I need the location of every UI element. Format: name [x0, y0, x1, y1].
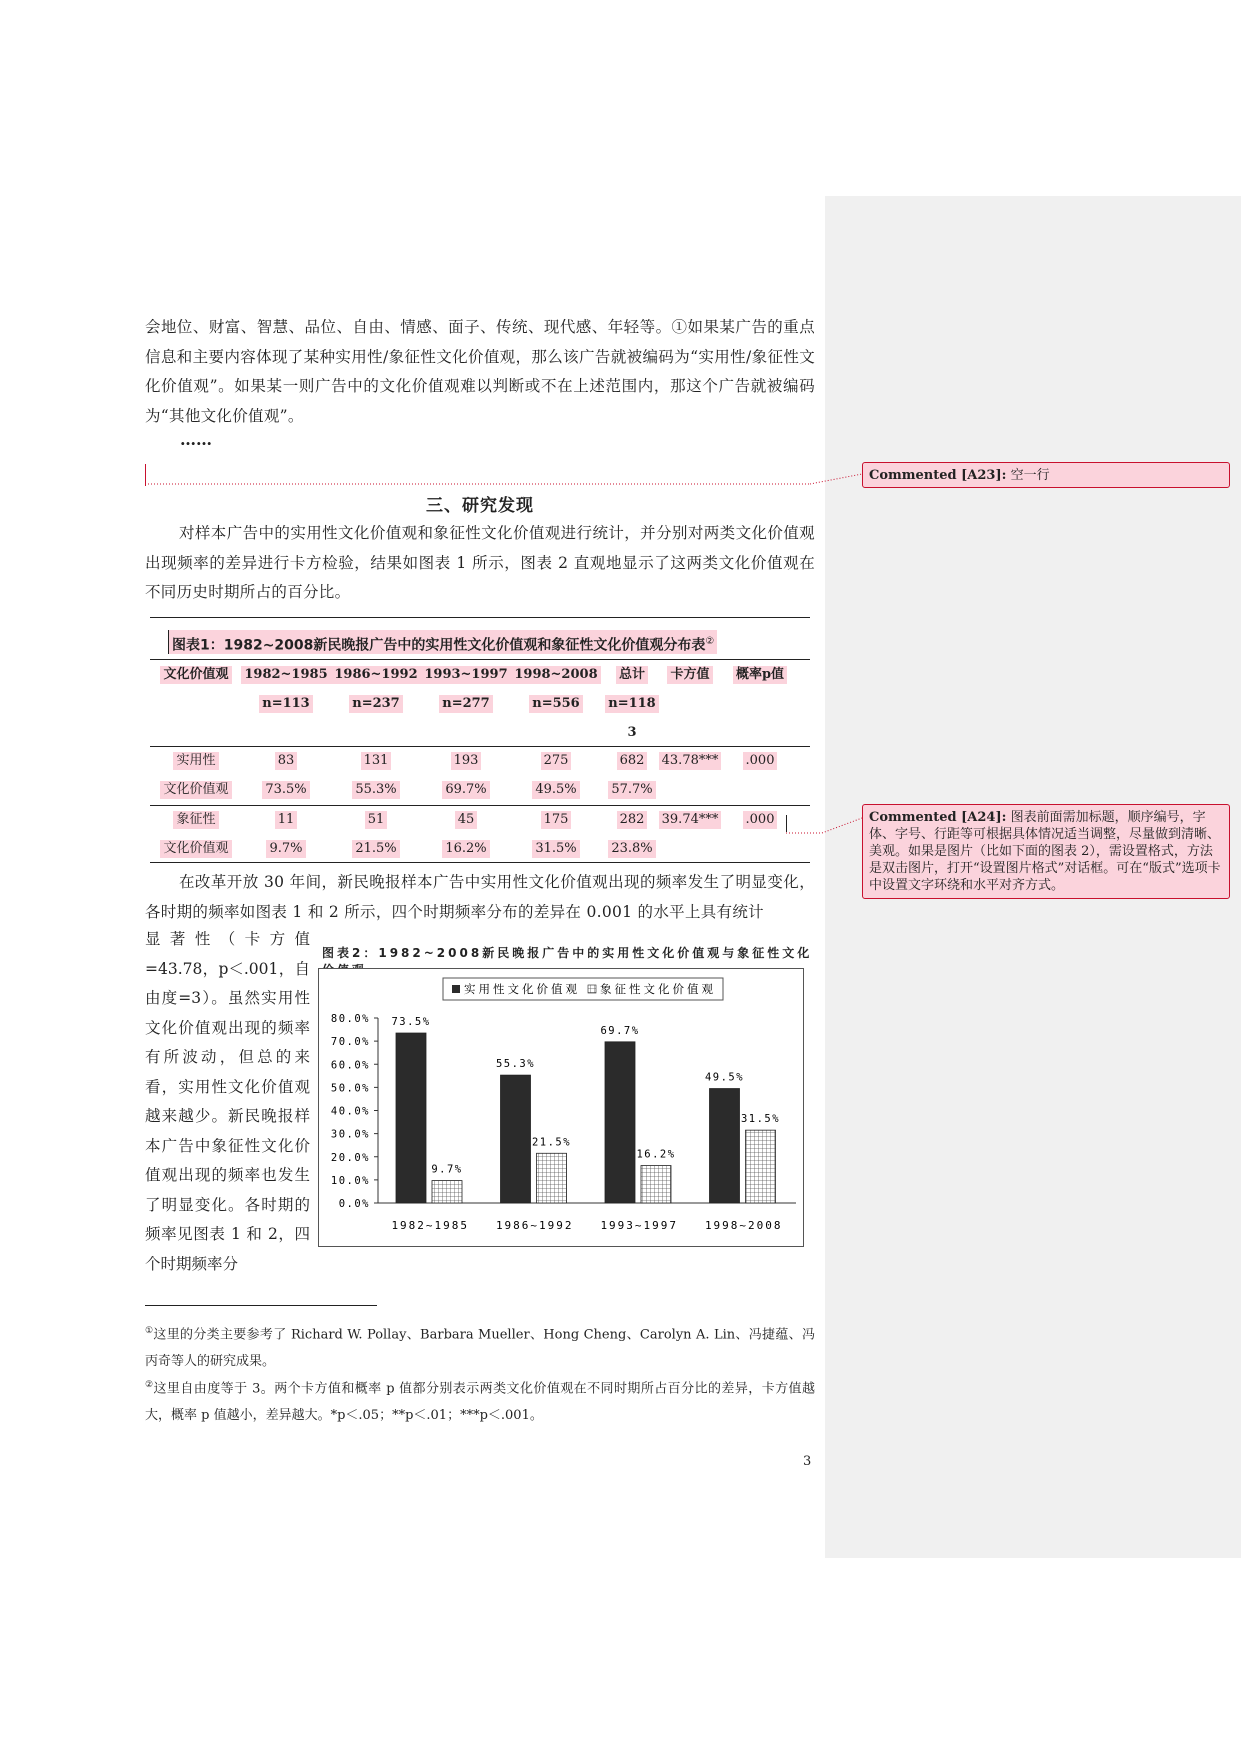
table-percent-cell: 69.7%	[442, 781, 489, 799]
y-tick-label: 60.0%	[330, 1059, 370, 1072]
table-count-cell: 45	[455, 811, 478, 829]
page-number: 3	[803, 1454, 812, 1469]
table-percent-cell: 21.5%	[352, 840, 399, 858]
table-percent-cell: 55.3%	[352, 781, 399, 799]
y-tick-label: 70.0%	[330, 1036, 370, 1049]
y-tick-label: 10.0%	[330, 1174, 370, 1187]
table-title: 图表1：1982~2008新民晚报广告中的实用性文化价值观和象征性文化价值观分布表②	[168, 630, 717, 654]
table-header-cell: 1986~1992	[331, 666, 420, 684]
table-n-cell: n=277	[439, 695, 492, 713]
comment-a23[interactable]	[862, 462, 1230, 488]
table-n-cell: n=113	[259, 695, 312, 713]
data-label: 49.5%	[704, 1071, 745, 1084]
body-paragraph-3: 在改革开放 30 年间，新民晚报样本广告中实用性文化价值观出现的频率发生了明显变化，各时期的频率如图表 1 和 2 所示，四个时期频率分布的差异在 0.001 的水平上具有统计	[145, 873, 815, 921]
y-tick-label: 30.0%	[330, 1128, 370, 1141]
y-tick-label: 0.0%	[338, 1198, 370, 1210]
legend-label: 实用性文化价值观	[464, 982, 580, 996]
table-row-label: 文化价值观	[160, 840, 231, 858]
data-label: 21.5%	[531, 1136, 572, 1149]
table-count-cell: 175	[541, 811, 572, 829]
table-count-cell: 275	[541, 752, 572, 770]
comment-author: Commented [A23]:	[869, 468, 1007, 483]
table-header-cell: 1998~2008	[511, 666, 600, 684]
footnote-1: ①这里的分类主要参考了 Richard W. Pollay、Barbara Mueller、Hong Cheng、Carolyn A. Lin、冯捷蕴、冯丙奇等人的研究成果。	[145, 1326, 815, 1370]
table-header-cell: 概率p值	[733, 666, 787, 684]
y-tick-label: 20.0%	[330, 1151, 370, 1164]
table-header-cell: 总计	[616, 666, 648, 684]
comment-author: Commented [A24]:	[869, 810, 1007, 825]
table-header-cell: 文化价值观	[160, 666, 231, 684]
table-percent-cell: 49.5%	[532, 781, 579, 799]
table-percent-cell: 23.8%	[608, 840, 655, 858]
body-paragraph-1: 会地位、财富、智慧、品位、自由、情感、面子、传统、现代感、年轻等。①如果某广告的重点信息和主要内容体现了某种实用性/象征性文化价值观，那么该广告就被编码为“实用性/象征性文化价值观”。如果某一则广告中的文化价值观难以判断或不在上述范围内，那这个广告就被编码为“其他文化价值观”。	[145, 318, 815, 425]
data-label: 31.5%	[740, 1113, 781, 1126]
comment-text: 图表前面需加标题，顺序编号，字体、字号、行距等可根据具体情况适当调整，尽量做到清晰、美观。如果是图片（比如下面的图表 2），需设置格式，方法是双击图片，打开“设置图片格式”对话框。可在“版式”选项卡中设置文字环绕和水平对齐方式。	[869, 810, 1221, 893]
table-percent-cell: 9.7%	[266, 840, 305, 858]
table-count-cell: 682	[617, 752, 648, 770]
table-header-cell: 1993~1997	[421, 666, 510, 684]
table-header-cell: 卡方值	[667, 666, 712, 684]
table-n-cell: 3	[627, 725, 637, 740]
table-chi-cell: 39.74***	[659, 811, 722, 829]
x-tick-label: 1982~1985	[391, 1219, 470, 1232]
data-label: 55.3%	[495, 1058, 536, 1071]
data-label: 73.5%	[391, 1016, 431, 1029]
y-tick-label: 50.0%	[330, 1082, 370, 1095]
section-title: 三、研究发现	[426, 496, 534, 516]
footnote-2: ②这里自由度等于 3。两个卡方值和概率 p 值都分别表示两类文化价值观在不同时期所占百分比的差异，卡方值越大，概率 p 值越小，差异越大。*p＜.05；**p＜.01；***p＜.001。	[145, 1380, 815, 1424]
table-row-label: 文化价值观	[160, 781, 231, 799]
table-percent-cell: 73.5%	[262, 781, 309, 799]
wrapped-paragraph: 显 著 性 （ 卡 方 值=43.78，p＜.001，自由度=3）。虽然实用性文化价值观出现的频率有所波动，但总的来看，实用性文化价值观越来越少。新民晚报样本广告中象征性文化价值观出现的频率也发生了明显变化。各时期的频率见图表 1 和 2，四个时期频率分	[145, 930, 310, 1273]
figure-2-title: 图表2：1982~2008新民晚报广告中的实用性文化价值观与象征性文化	[322, 946, 813, 960]
table-p-cell: .000	[743, 811, 778, 829]
table-count-cell: 282	[617, 811, 648, 829]
table-percent-cell: 57.7%	[608, 781, 655, 799]
table-count-cell: 131	[361, 752, 392, 770]
table-row-label: 象征性	[173, 811, 218, 829]
table-n-cell: n=237	[349, 695, 402, 713]
table-percent-cell: 31.5%	[532, 840, 579, 858]
table-p-cell: .000	[743, 752, 778, 770]
ellipsis: ……	[180, 430, 212, 449]
x-tick-label: 1998~2008	[704, 1219, 783, 1232]
y-tick-label: 80.0%	[330, 1013, 370, 1025]
table-chi-cell: 43.78***	[659, 752, 722, 770]
table-n-cell: n=556	[529, 695, 582, 713]
table-count-cell: 51	[365, 811, 388, 829]
x-tick-label: 1986~1992	[495, 1219, 574, 1232]
table-percent-cell: 16.2%	[442, 840, 489, 858]
body-paragraph-2: 对样本广告中的实用性文化价值观和象征性文化价值观进行统计，并分别对两类文化价值观出现频率的差异进行卡方检验，结果如图表 1 所示，图表 2 直观地显示了这两类文化价值观在不同历史时期所占的百分比。	[145, 524, 815, 601]
table-n-cell: n=118	[605, 695, 658, 713]
table-header-cell: 1982~1985	[241, 666, 330, 684]
legend-label: 象征性文化价值观	[600, 982, 716, 996]
table-count-cell: 11	[275, 811, 298, 829]
data-label: 9.7%	[431, 1163, 463, 1176]
data-label: 16.2%	[636, 1148, 676, 1161]
comment-text: 空一行	[1010, 468, 1050, 483]
data-label: 69.7%	[600, 1024, 640, 1037]
table-count-cell: 193	[451, 752, 482, 770]
table-row-label: 实用性	[173, 752, 218, 770]
x-tick-label: 1993~1997	[600, 1219, 679, 1232]
y-tick-label: 40.0%	[330, 1105, 370, 1118]
table-count-cell: 83	[275, 752, 298, 770]
comment-a24[interactable]	[862, 804, 1230, 899]
